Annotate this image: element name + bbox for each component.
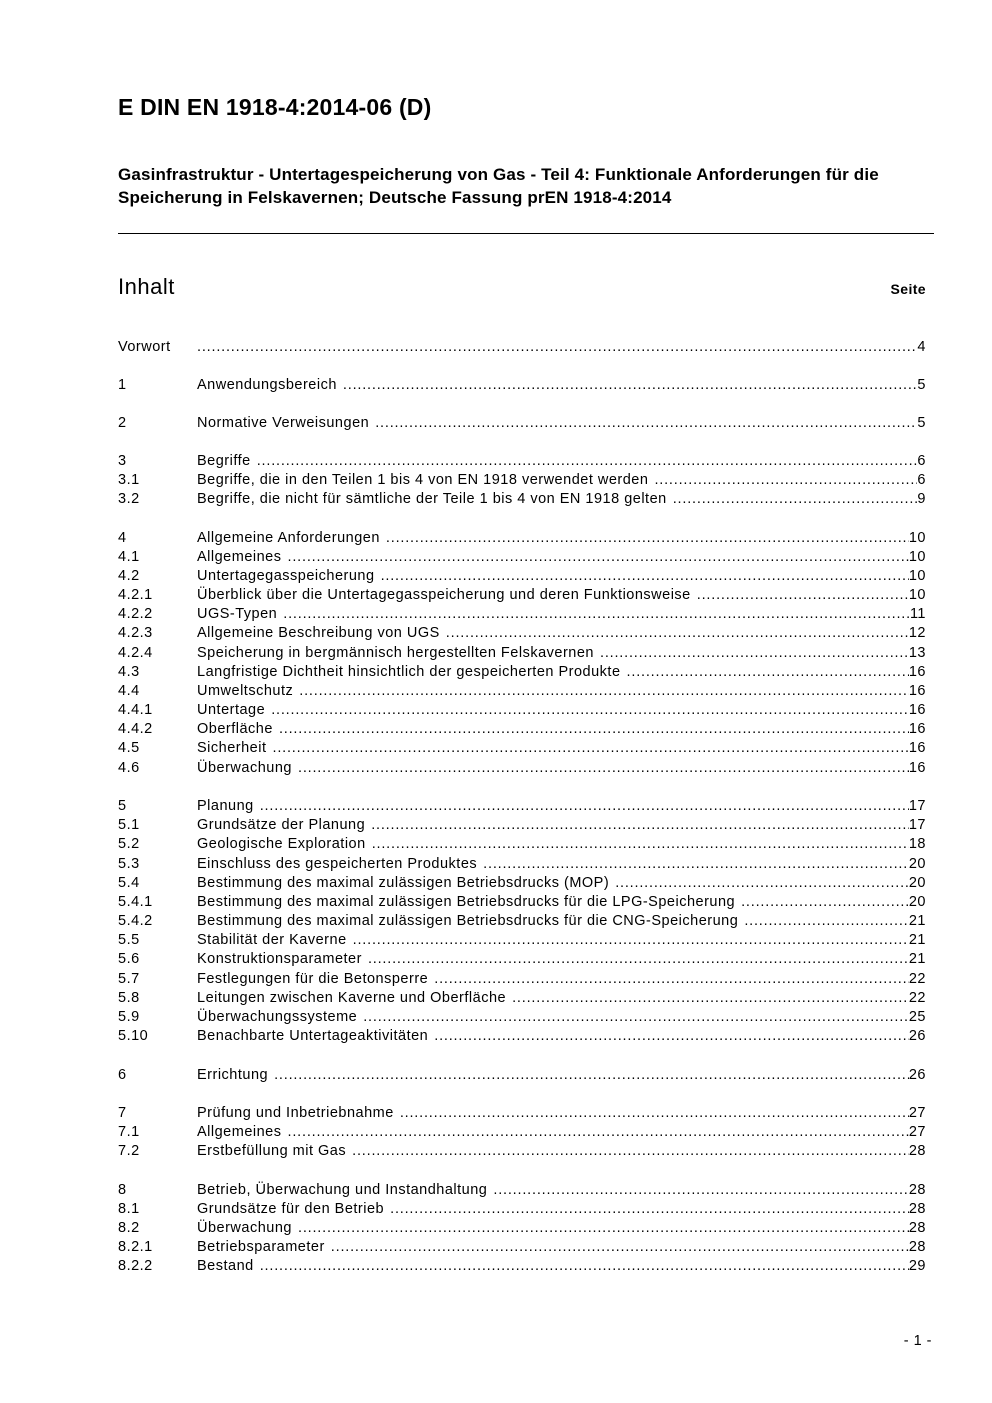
toc-entry[interactable] bbox=[118, 376, 926, 395]
toc-entry-number: 5.10 bbox=[118, 1028, 149, 1044]
toc-entry-number: 4.4.1 bbox=[118, 702, 153, 718]
toc-entry-title: Betrieb, Überwachung und Instandhaltung bbox=[197, 1182, 488, 1198]
toc-entry-title: Betriebsparameter bbox=[197, 1239, 325, 1255]
toc-entry-leader bbox=[197, 1238, 909, 1257]
toc-entry-title: Allgemeines bbox=[197, 1124, 282, 1140]
toc-entry-leader bbox=[197, 739, 909, 758]
toc-entry-title: Überwachung bbox=[197, 760, 292, 776]
toc-entry[interactable] bbox=[118, 490, 926, 509]
toc-dot-leader bbox=[627, 663, 909, 682]
toc-entry[interactable] bbox=[118, 414, 926, 433]
toc-dot-leader bbox=[446, 624, 909, 643]
page-number: - 1 - bbox=[903, 1333, 932, 1349]
toc-entry-title: Grundsätze der Planung bbox=[197, 817, 366, 833]
toc-entry[interactable] bbox=[118, 605, 926, 624]
toc-entry-leader bbox=[197, 759, 909, 778]
toc-entry-number: 3 bbox=[118, 453, 127, 469]
toc-entry-title: Prüfung und Inbetriebnahme bbox=[197, 1105, 394, 1121]
toc-entry-page: 27 bbox=[908, 1124, 926, 1140]
toc-entry-title: UGS-Typen bbox=[197, 606, 278, 622]
toc-dot-leader bbox=[375, 414, 917, 433]
toc-entry-number: 4.2 bbox=[118, 568, 140, 584]
toc-entry-number: 5.2 bbox=[118, 836, 140, 852]
toc-entry-title: Anwendungsbereich bbox=[197, 377, 337, 393]
toc-entry-page: 28 bbox=[908, 1220, 926, 1236]
toc-entry-leader bbox=[197, 1181, 909, 1200]
toc-entry-leader bbox=[197, 855, 909, 874]
toc-entry-number: 3.1 bbox=[118, 472, 140, 488]
toc-entry-leader bbox=[197, 414, 917, 433]
toc-dot-leader bbox=[271, 701, 909, 720]
toc-entry-title: Bestimmung des maximal zulässigen Betriebsdrucks (MOP) bbox=[197, 875, 610, 891]
toc-entry-page: 21 bbox=[908, 951, 926, 967]
toc-entry-title: Errichtung bbox=[197, 1067, 269, 1083]
toc-entry-page: 20 bbox=[908, 894, 926, 910]
toc-entry[interactable] bbox=[118, 816, 926, 835]
toc-entry-number: 5 bbox=[118, 798, 127, 814]
toc-entry-title: Allgemeine Beschreibung von UGS bbox=[197, 625, 440, 641]
toc-dot-leader bbox=[673, 490, 918, 509]
toc-entry[interactable] bbox=[118, 874, 926, 893]
toc-entry-page: 28 bbox=[908, 1143, 926, 1159]
toc-entry-page: 17 bbox=[908, 817, 926, 833]
toc-entry-title: Benachbarte Untertageaktivitäten bbox=[197, 1028, 429, 1044]
toc-entry-number: 8.2.2 bbox=[118, 1258, 153, 1274]
toc-entry-title: Erstbefüllung mit Gas bbox=[197, 1143, 347, 1159]
toc-entry[interactable] bbox=[118, 759, 926, 778]
toc-entry-page: 10 bbox=[908, 587, 926, 603]
toc-entry-number: 1 bbox=[118, 377, 127, 393]
toc-entry-leader bbox=[197, 1257, 909, 1276]
toc-entry-leader bbox=[197, 624, 909, 643]
toc-entry[interactable] bbox=[118, 586, 926, 605]
toc-entry[interactable] bbox=[118, 338, 926, 357]
toc-entry-number: 5.5 bbox=[118, 932, 140, 948]
toc-entry[interactable] bbox=[118, 835, 926, 854]
toc-entry-page: 27 bbox=[908, 1105, 926, 1121]
toc-entry[interactable] bbox=[118, 970, 926, 989]
toc-entry-number: 7.2 bbox=[118, 1143, 140, 1159]
toc-dot-leader bbox=[434, 970, 909, 989]
toc-entry-page: 17 bbox=[908, 798, 926, 814]
toc-entry[interactable] bbox=[118, 797, 926, 816]
toc-entry-leader bbox=[197, 1027, 909, 1046]
toc-entry-leader bbox=[197, 605, 910, 624]
toc-entry[interactable] bbox=[118, 912, 926, 931]
toc-entry-leader bbox=[197, 682, 909, 701]
toc-entry-number: 4.2.1 bbox=[118, 587, 153, 603]
toc-entry-leader bbox=[197, 893, 909, 912]
toc-entry-page: 16 bbox=[908, 760, 926, 776]
toc-entry[interactable] bbox=[118, 855, 926, 874]
toc-entry[interactable] bbox=[118, 720, 926, 739]
toc-entry-number: 4.4 bbox=[118, 683, 140, 699]
toc-entry-number: 5.1 bbox=[118, 817, 140, 833]
toc-entry-leader bbox=[197, 912, 909, 931]
toc-entry-title: Bestand bbox=[197, 1258, 254, 1274]
toc-entry-number: 8.2 bbox=[118, 1220, 140, 1236]
toc-entry-title: Überwachungssysteme bbox=[197, 1009, 358, 1025]
toc-entry-page: 10 bbox=[908, 568, 926, 584]
toc-entry-page: 10 bbox=[908, 549, 926, 565]
toc-entry-title: Überwachung bbox=[197, 1220, 292, 1236]
toc-dot-leader bbox=[434, 1027, 909, 1046]
toc-dot-leader bbox=[298, 759, 909, 778]
toc-entry[interactable] bbox=[118, 548, 926, 567]
toc-entry-page: 16 bbox=[908, 721, 926, 737]
toc-entry-page: 11 bbox=[909, 606, 926, 622]
toc-entry-title: Allgemeines bbox=[197, 549, 282, 565]
toc-entry-title: Konstruktionsparameter bbox=[197, 951, 362, 967]
toc-entry-number: 4.2.3 bbox=[118, 625, 153, 641]
toc-dot-leader bbox=[744, 912, 909, 931]
toc-entry-number: 5.7 bbox=[118, 971, 140, 987]
toc-entry-leader bbox=[197, 874, 909, 893]
toc-entry-number: 4.2.4 bbox=[118, 645, 153, 661]
toc-entry-number: 7.1 bbox=[118, 1124, 140, 1140]
toc-dot-leader bbox=[741, 893, 909, 912]
toc-entry-title: Untertagegasspeicherung bbox=[197, 568, 375, 584]
toc-entry-page: 10 bbox=[908, 530, 926, 546]
toc-entry-leader bbox=[197, 586, 909, 605]
toc-entry-page: 20 bbox=[908, 875, 926, 891]
toc-entry-number: 6 bbox=[118, 1067, 127, 1083]
toc-entry-leader bbox=[197, 989, 909, 1008]
toc-entry-page: 16 bbox=[908, 740, 926, 756]
toc-dot-leader bbox=[298, 1219, 909, 1238]
toc-entry-leader bbox=[197, 644, 909, 663]
toc-entry-leader bbox=[197, 338, 917, 357]
toc-entry-leader bbox=[197, 1008, 909, 1027]
toc-entry-title: Untertage bbox=[197, 702, 266, 718]
toc-entry-page: 5 bbox=[917, 377, 926, 393]
toc-entry-number: 4.3 bbox=[118, 664, 140, 680]
toc-entry-number: 5.8 bbox=[118, 990, 140, 1006]
toc-entry-number: 8.2.1 bbox=[118, 1239, 153, 1255]
toc-dot-leader bbox=[288, 1123, 909, 1142]
toc-entry-title: Einschluss des gespeicherten Produktes bbox=[197, 856, 478, 872]
toc-entry-leader bbox=[197, 490, 917, 509]
toc-page-column-label: Seite bbox=[890, 281, 926, 297]
toc-entry-leader bbox=[197, 1200, 909, 1219]
toc-entry[interactable] bbox=[118, 893, 926, 912]
toc-entry-title: Grundsätze für den Betrieb bbox=[197, 1201, 385, 1217]
toc-entry-title: Langfristige Dichtheit hinsichtlich der gespeicherten Produkte bbox=[197, 664, 621, 680]
toc-entry-page: 5 bbox=[917, 415, 926, 431]
toc-entry-leader bbox=[197, 1066, 909, 1085]
toc-entry-page: 21 bbox=[908, 913, 926, 929]
toc-dot-leader bbox=[331, 1238, 909, 1257]
toc-heading: Inhalt bbox=[118, 274, 175, 299]
toc-dot-leader bbox=[400, 1104, 909, 1123]
toc-dot-leader bbox=[283, 605, 910, 624]
toc-entry-leader bbox=[197, 663, 909, 682]
toc-entry-page: 28 bbox=[908, 1182, 926, 1198]
toc-entry[interactable] bbox=[118, 529, 926, 548]
toc-entry-number: 2 bbox=[118, 415, 127, 431]
toc-entry-leader bbox=[197, 797, 909, 816]
toc-entry-title: Speicherung in bergmännisch hergestellten Felskavernen bbox=[197, 645, 594, 661]
toc-entry-number: 5.9 bbox=[118, 1009, 140, 1025]
toc-entry[interactable] bbox=[118, 950, 926, 969]
document-title: E DIN EN 1918-4:2014-06 (D) bbox=[118, 94, 432, 120]
toc-entry[interactable] bbox=[118, 663, 926, 682]
toc-entry[interactable] bbox=[118, 452, 926, 471]
toc-entry-page: 28 bbox=[908, 1201, 926, 1217]
toc-entry-leader bbox=[197, 1104, 909, 1123]
toc-entry-number: 5.6 bbox=[118, 951, 140, 967]
toc-entry-leader bbox=[197, 452, 917, 471]
toc-entry[interactable] bbox=[118, 1219, 926, 1238]
toc-dot-leader bbox=[512, 989, 909, 1008]
toc-entry-title: Sicherheit bbox=[197, 740, 267, 756]
toc-entry[interactable] bbox=[118, 1238, 926, 1257]
toc-entry-number: 4.5 bbox=[118, 740, 140, 756]
toc-entry-leader bbox=[197, 701, 909, 720]
toc-entry-leader bbox=[197, 720, 909, 739]
toc-dot-leader bbox=[260, 1257, 909, 1276]
title-divider bbox=[118, 233, 934, 234]
toc-dot-leader bbox=[260, 797, 909, 816]
toc-entry-title: Leitungen zwischen Kaverne und Oberfläche bbox=[197, 990, 507, 1006]
toc-entry-title: Allgemeine Anforderungen bbox=[197, 530, 380, 546]
toc-entry-number: 8.1 bbox=[118, 1201, 140, 1217]
toc-entry-title: Begriffe, die in den Teilen 1 bis 4 von EN 1918 verwendet werden bbox=[197, 472, 649, 488]
toc-entry-page: 13 bbox=[908, 645, 926, 661]
toc-entry[interactable] bbox=[118, 567, 926, 586]
toc-dot-leader bbox=[386, 529, 909, 548]
toc-entry-title: Umweltschutz bbox=[197, 683, 294, 699]
toc-entry-page: 21 bbox=[908, 932, 926, 948]
toc-entry-page: 6 bbox=[917, 472, 926, 488]
toc-entry-page: 9 bbox=[917, 491, 926, 507]
toc-entry-number: 4.4.2 bbox=[118, 721, 153, 737]
toc-entry[interactable] bbox=[118, 624, 926, 643]
toc-entry-number: 4.6 bbox=[118, 760, 140, 776]
toc-entry[interactable] bbox=[118, 989, 926, 1008]
toc-entry-number: 4 bbox=[118, 530, 127, 546]
toc-dot-leader bbox=[279, 720, 909, 739]
toc-dot-leader bbox=[697, 586, 909, 605]
toc-entry-page: 22 bbox=[908, 990, 926, 1006]
toc-entry-number: 8 bbox=[118, 1182, 127, 1198]
toc-dot-leader bbox=[353, 931, 909, 950]
toc-entry-page: 16 bbox=[908, 702, 926, 718]
toc-entry-title: Festlegungen für die Betonsperre bbox=[197, 971, 429, 987]
toc-entry-leader bbox=[197, 1219, 909, 1238]
toc-dot-leader bbox=[600, 644, 909, 663]
toc-entry-page: 6 bbox=[917, 453, 926, 469]
toc-dot-leader bbox=[274, 1066, 909, 1085]
toc-entry[interactable] bbox=[118, 644, 926, 663]
toc-entry[interactable] bbox=[118, 931, 926, 950]
toc-entry[interactable] bbox=[118, 1008, 926, 1027]
toc-entry-page: 25 bbox=[908, 1009, 926, 1025]
toc-entry-page: 18 bbox=[908, 836, 926, 852]
toc-entry-page: 16 bbox=[908, 664, 926, 680]
toc-entry-title: Stabilität der Kaverne bbox=[197, 932, 347, 948]
toc-dot-leader bbox=[343, 376, 918, 395]
toc-entry-page: 26 bbox=[908, 1028, 926, 1044]
toc-entry-number: 7 bbox=[118, 1105, 127, 1121]
toc-entry-page: 29 bbox=[908, 1258, 926, 1274]
toc-entry-page: 20 bbox=[908, 856, 926, 872]
toc-entry-title: Begriffe, die nicht für sämtliche der Teile 1 bis 4 von EN 1918 gelten bbox=[197, 491, 667, 507]
toc-dot-leader bbox=[654, 471, 917, 490]
toc-entry-title: Geologische Exploration bbox=[197, 836, 366, 852]
toc-dot-leader bbox=[299, 682, 909, 701]
toc-dot-leader bbox=[197, 338, 917, 357]
toc-entry-title: Bestimmung des maximal zulässigen Betriebsdrucks für die LPG-Speicherung bbox=[197, 894, 736, 910]
toc-entry-leader bbox=[197, 931, 909, 950]
toc-entry[interactable] bbox=[118, 1066, 926, 1085]
toc-entry[interactable] bbox=[118, 1181, 926, 1200]
toc-entry-leader bbox=[197, 567, 909, 586]
toc-entry-number: 5.3 bbox=[118, 856, 140, 872]
toc-entry-leader bbox=[197, 816, 909, 835]
toc-entry-number: 4.1 bbox=[118, 549, 140, 565]
toc-entry-page: 22 bbox=[908, 971, 926, 987]
toc-dot-leader bbox=[381, 567, 909, 586]
toc-entry-number: 3.2 bbox=[118, 491, 140, 507]
toc-entry-leader bbox=[197, 835, 909, 854]
toc-dot-leader bbox=[368, 950, 909, 969]
toc-dot-leader bbox=[257, 452, 918, 471]
toc-entry-leader bbox=[197, 970, 909, 989]
toc-dot-leader bbox=[352, 1142, 909, 1161]
toc-dot-leader bbox=[363, 1008, 909, 1027]
document-subtitle: Gasinfrastruktur - Untertagespeicherung von Gas - Teil 4: Funktionale Anforderungen für die Speicherung in Felskavernen; Deutsche Fassung prEN 1918-4:2014 bbox=[118, 165, 879, 207]
toc-entry-number: 5.4.2 bbox=[118, 913, 153, 929]
toc-entry[interactable] bbox=[118, 701, 926, 720]
toc-entry-title: Überblick über die Untertagegasspeicherung und deren Funktionsweise bbox=[197, 587, 691, 603]
toc-entry-number: 5.4 bbox=[118, 875, 140, 891]
toc-entry[interactable] bbox=[118, 1200, 926, 1219]
toc-entry[interactable] bbox=[118, 1142, 926, 1161]
toc-dot-leader bbox=[372, 835, 909, 854]
toc-dot-leader bbox=[493, 1181, 909, 1200]
toc-dot-leader bbox=[272, 739, 908, 758]
toc-dot-leader bbox=[483, 855, 909, 874]
toc-entry-title: Planung bbox=[197, 798, 254, 814]
toc-entry-page: 26 bbox=[908, 1067, 926, 1083]
toc-entry[interactable] bbox=[118, 1123, 926, 1142]
toc-entry-leader bbox=[197, 1142, 909, 1161]
toc-entry-number: Vorwort bbox=[118, 339, 171, 355]
toc-entry[interactable] bbox=[118, 471, 926, 490]
toc-entry-page: 28 bbox=[908, 1239, 926, 1255]
toc-entry-page: 16 bbox=[908, 683, 926, 699]
toc-dot-leader bbox=[288, 548, 909, 567]
toc-entry-title: Begriffe bbox=[197, 453, 251, 469]
toc-entry-number: 4.2.2 bbox=[118, 606, 153, 622]
toc-entry-number: 5.4.1 bbox=[118, 894, 153, 910]
toc-entry[interactable] bbox=[118, 739, 926, 758]
toc-dot-leader bbox=[371, 816, 909, 835]
toc-entry-page: 12 bbox=[908, 625, 926, 641]
toc-entry-leader bbox=[197, 1123, 909, 1142]
toc-entry[interactable] bbox=[118, 1104, 926, 1123]
toc-entry-leader bbox=[197, 471, 917, 490]
toc-entry-leader bbox=[197, 548, 909, 567]
toc-entry[interactable] bbox=[118, 1257, 926, 1276]
toc-entry-title: Normative Verweisungen bbox=[197, 415, 370, 431]
toc-entry[interactable] bbox=[118, 682, 926, 701]
toc-dot-leader bbox=[390, 1200, 909, 1219]
toc-entry-leader bbox=[197, 529, 909, 548]
toc-entry-title: Bestimmung des maximal zulässigen Betriebsdrucks für die CNG-Speicherung bbox=[197, 913, 739, 929]
toc-entry-title: Oberfläche bbox=[197, 721, 273, 737]
toc-dot-leader bbox=[615, 874, 909, 893]
toc-entry-page: 4 bbox=[917, 339, 926, 355]
toc-entry-leader bbox=[197, 376, 917, 395]
toc-entry[interactable] bbox=[118, 1027, 926, 1046]
toc-entry-leader bbox=[197, 950, 909, 969]
